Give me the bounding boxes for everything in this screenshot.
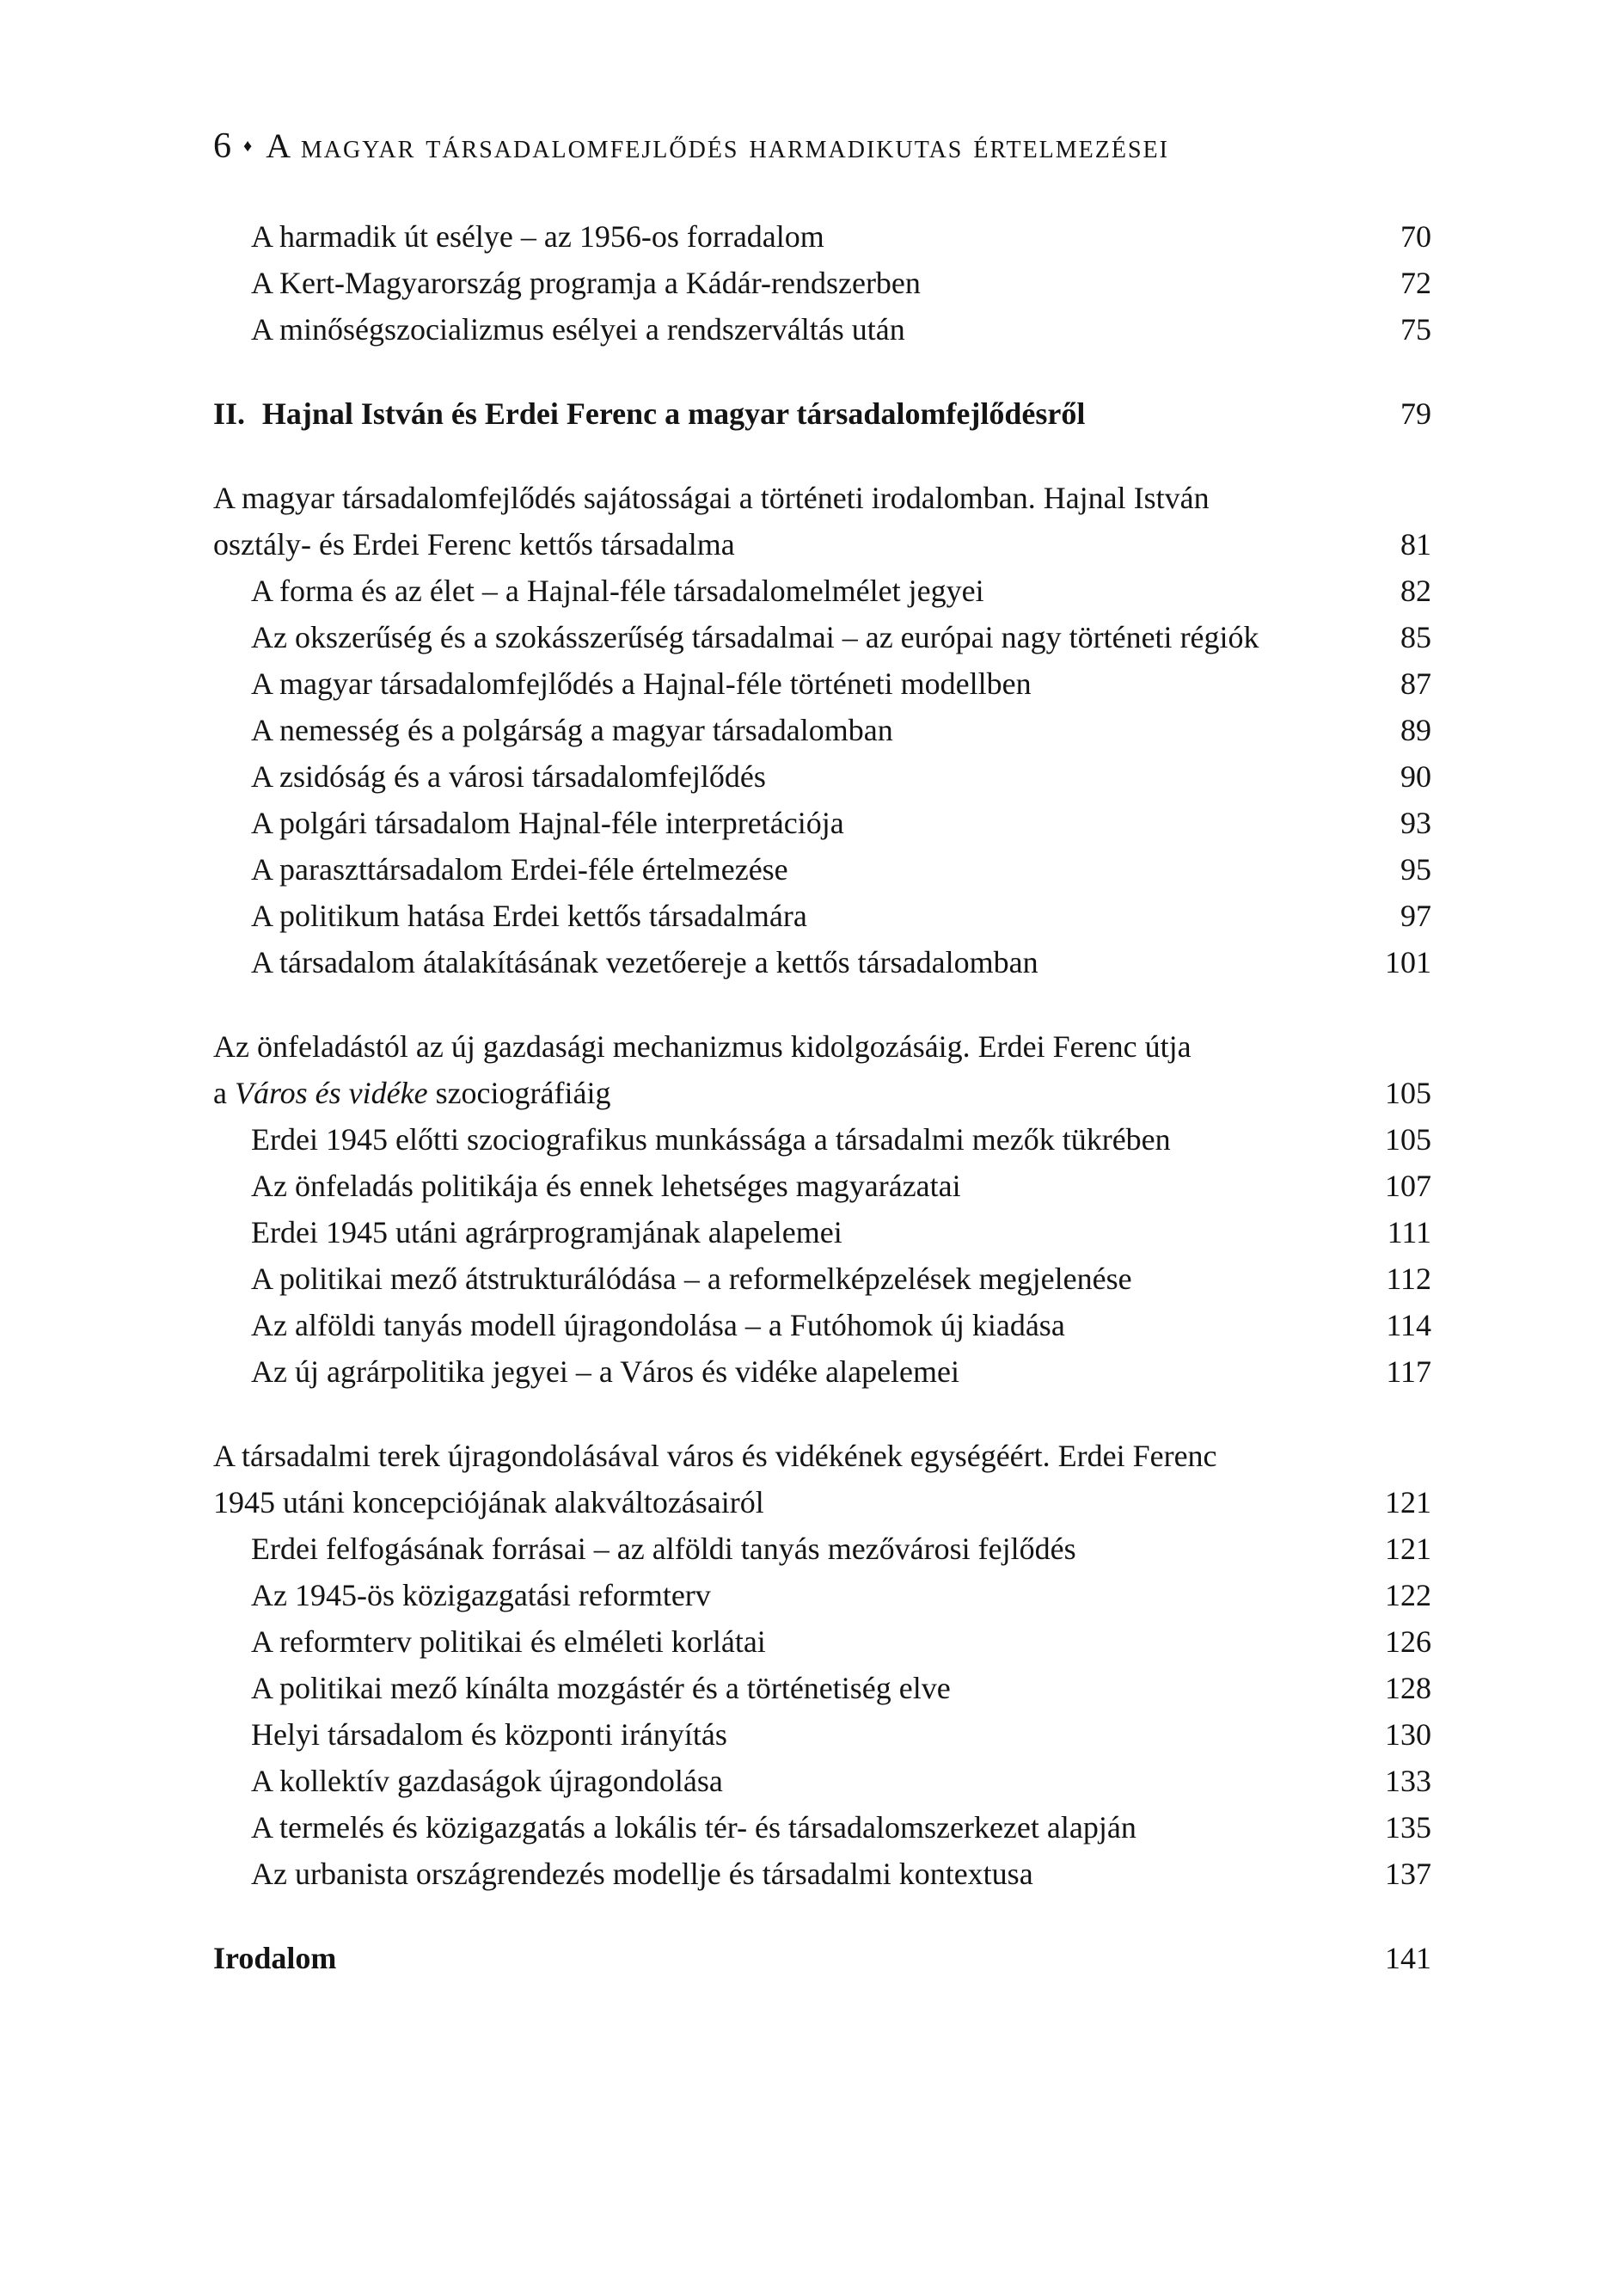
toc-title: [251, 1163, 961, 1209]
book-title-italic: Város és vidéke: [234, 1076, 428, 1110]
toc-page-number: 89: [1400, 713, 1431, 747]
toc-title: [251, 939, 1038, 985]
toc-page-number: 128: [1385, 1671, 1431, 1705]
title-text: Az 1945-ös közigazgatási reformterv: [251, 1578, 711, 1612]
toc-page-number: 90: [1400, 759, 1431, 794]
toc-title: [251, 1665, 951, 1711]
toc-rows: [213, 213, 1431, 1981]
toc-page-number: 101: [1385, 945, 1431, 979]
title-text: Hajnal István és Erdei Ferenc a magyar társadalomfejlődésről: [261, 396, 1086, 431]
toc-page-number: 85: [1400, 620, 1431, 654]
toc-page-number: 121: [1385, 1485, 1431, 1519]
chapter-number: II.: [213, 396, 246, 431]
toc-group-line-row: [213, 1070, 1431, 1116]
title-text: Erdei 1945 utáni agrárprogramjának alapelemei: [251, 1215, 842, 1249]
toc-entry-row: [213, 1851, 1431, 1897]
toc-entry-row: [213, 568, 1431, 614]
title-text: Az önfeladás politikája és ennek lehetséges magyarázatai: [251, 1169, 961, 1203]
toc-page-number: 122: [1385, 1578, 1431, 1612]
toc-gap: [213, 1897, 1431, 1935]
toc-title: [251, 1804, 1136, 1851]
title-text: A politikai mező kínálta mozgástér és a történetiség elve: [251, 1671, 951, 1705]
title-text: A társadalom átalakításának vezetőereje a kettős társadalomban: [251, 945, 1038, 979]
toc-title: [213, 1479, 764, 1526]
toc-page-number: 70: [1400, 219, 1431, 254]
toc-title: [251, 260, 921, 306]
toc-gap: [213, 353, 1431, 390]
toc-page-number: 81: [1400, 527, 1431, 562]
title-text: A Kert-Magyarország programja a Kádár-rendszerben: [251, 266, 921, 300]
toc-page-number: 107: [1385, 1169, 1431, 1203]
title-text: A harmadik út esélye – az 1956-os forradalom: [251, 219, 824, 254]
toc-title: [251, 660, 1032, 707]
toc-entry-row: [213, 707, 1431, 753]
toc-page-number: 105: [1385, 1076, 1431, 1110]
toc-title: [251, 1526, 1076, 1572]
toc-page-number: 130: [1385, 1717, 1431, 1752]
toc-title: [213, 1023, 1191, 1070]
toc-title: [251, 1851, 1033, 1897]
title-text: A nemesség és a polgárság a magyar társadalomban: [251, 713, 893, 747]
title-text: Az új agrárpolitika jegyei – a Város és vidéke alapelemei: [251, 1354, 960, 1389]
toc-title: [251, 1348, 959, 1395]
toc-page-number: 114: [1386, 1308, 1431, 1342]
toc-page-number: 112: [1386, 1262, 1431, 1296]
toc-entry-row: [213, 660, 1431, 707]
toc-entry-row: [213, 1758, 1431, 1804]
toc-entry-row: [213, 1804, 1431, 1851]
toc-title: [251, 1209, 842, 1255]
toc-gap: [213, 437, 1431, 475]
toc-group-line-row: [213, 1023, 1431, 1070]
title-text: Erdei 1945 előtti szociografikus munkássága a társadalmi mezők tükrében: [251, 1122, 1171, 1157]
title-text: szociográfiáig: [427, 1076, 611, 1110]
toc-entry-row: [213, 306, 1431, 353]
toc-title: [213, 1070, 610, 1116]
toc-entry-row: [213, 1255, 1431, 1302]
toc-entry-row: [213, 893, 1431, 939]
title-text: Irodalom: [213, 1941, 337, 1975]
diamond-separator-icon: ♦: [243, 137, 254, 156]
title-text: A magyar társadalomfejlődés sajátosságai a történeti irodalomban. Hajnal István: [213, 481, 1210, 515]
title-text: Az alföldi tanyás modell újragondolása – a Futóhomok új kiadása: [251, 1308, 1065, 1342]
toc-title: [251, 1711, 727, 1758]
toc-page-number: 82: [1400, 574, 1431, 608]
toc-group-line-row: [213, 475, 1431, 521]
toc-entry-row: [213, 614, 1431, 660]
toc-title: [251, 707, 893, 753]
toc-page-number: 93: [1400, 806, 1431, 840]
toc-page-number: 137: [1385, 1857, 1431, 1891]
toc-page-number: 133: [1385, 1764, 1431, 1798]
toc-title: [251, 1255, 1132, 1302]
toc-entry-row: [213, 1711, 1431, 1758]
toc-title: [213, 521, 735, 568]
toc-page-number: 87: [1400, 666, 1431, 701]
toc-title: [251, 893, 807, 939]
title-text: A kollektív gazdaságok újragondolása: [251, 1764, 723, 1798]
toc-entry-row: [213, 1116, 1431, 1163]
title-text: A politikum hatása Erdei kettős társadalmára: [251, 899, 807, 933]
toc-page-number: 141: [1385, 1941, 1431, 1975]
toc-title: [213, 1935, 336, 1981]
toc-title: [251, 568, 984, 614]
toc-entry-row: [213, 753, 1431, 800]
toc-chapter-row: [213, 390, 1431, 437]
toc-title: [251, 846, 788, 893]
toc-page-number: 117: [1386, 1354, 1431, 1389]
toc-title: [251, 614, 1259, 660]
running-head-page-number: 6: [213, 126, 231, 166]
title-text: A zsidóság és a városi társadalomfejlődés: [251, 759, 766, 794]
toc-title: [251, 1116, 1171, 1163]
toc-entry-row: [213, 1618, 1431, 1665]
toc-group-line-row: [213, 521, 1431, 568]
toc-title: [251, 1758, 723, 1804]
toc-title: [251, 753, 766, 800]
toc-page-number: 95: [1400, 852, 1431, 887]
toc-entry-row: [213, 1665, 1431, 1711]
toc-entry-row: [213, 213, 1431, 260]
title-text: A politikai mező átstrukturálódása – a reformelképzelések megjelenése: [251, 1262, 1132, 1296]
toc-page-number: 79: [1400, 396, 1431, 431]
toc-entry-row: [213, 1348, 1431, 1395]
toc-entry-row: [213, 800, 1431, 846]
toc-group-line-row: [213, 1433, 1431, 1479]
title-text: Erdei felfogásának forrásai – az alföldi tanyás mezővárosi fejlődés: [251, 1532, 1076, 1566]
toc-entry-row: [213, 1209, 1431, 1255]
toc-entry-row: [213, 1302, 1431, 1348]
running-head: [213, 126, 1169, 167]
toc-title: [213, 475, 1210, 521]
running-head-title: A magyar társadalomfejlődés harmadikutas értelmezései: [266, 126, 1169, 165]
toc-entry-row: [213, 1572, 1431, 1618]
title-text: A paraszttársadalom Erdei-féle értelmezése: [251, 852, 788, 887]
toc-entry-row: [213, 939, 1431, 985]
toc-entry-row: [213, 1526, 1431, 1572]
toc-title: [251, 1572, 711, 1618]
title-text: Helyi társadalom és központi irányítás: [251, 1717, 727, 1752]
toc-page-number: 97: [1400, 899, 1431, 933]
toc-page-number: 111: [1387, 1215, 1431, 1249]
toc-group-line-row: [213, 1479, 1431, 1526]
toc-entry-row: [213, 846, 1431, 893]
toc-title: [251, 1618, 766, 1665]
toc-heading-row: [213, 1935, 1431, 1981]
title-text: Az okszerűség és a szokásszerűség társadalmai – az európai nagy történeti régiók: [251, 620, 1259, 654]
toc-page-number: 105: [1385, 1122, 1431, 1157]
title-text: A minőségszocializmus esélyei a rendszerváltás után: [251, 312, 905, 347]
toc-gap: [213, 1395, 1431, 1433]
title-text: osztály- és Erdei Ferenc kettős társadalma: [213, 527, 735, 562]
title-text: Az önfeladástól az új gazdasági mechanizmus kidolgozásáig. Erdei Ferenc útja: [213, 1029, 1191, 1064]
toc-title: [251, 213, 824, 260]
title-text: A reformterv politikai és elméleti korlátai: [251, 1624, 766, 1659]
toc-title: [251, 800, 844, 846]
toc-entry-row: [213, 260, 1431, 306]
toc-page-number: 121: [1385, 1532, 1431, 1566]
title-text: a: [213, 1076, 235, 1110]
toc-title: [251, 1302, 1065, 1348]
toc-page-number: 126: [1385, 1624, 1431, 1659]
toc-entry-row: [213, 1163, 1431, 1209]
toc-title: [213, 1433, 1217, 1479]
title-text: A társadalmi terek újragondolásával város és vidékének egységéért. Erdei Ferenc: [213, 1439, 1217, 1473]
toc-title: [251, 306, 905, 353]
toc-title: [213, 390, 1085, 437]
toc-gap: [213, 985, 1431, 1023]
toc-page-number: 75: [1400, 312, 1431, 347]
toc-page-number: 72: [1400, 266, 1431, 300]
title-text: A polgári társadalom Hajnal-féle interpretációja: [251, 806, 844, 840]
title-text: Az urbanista országrendezés modellje és társadalmi kontextusa: [251, 1857, 1033, 1891]
title-text: 1945 utáni koncepciójának alakváltozásairól: [213, 1485, 764, 1519]
toc-page-number: 135: [1385, 1810, 1431, 1845]
title-text: A magyar társadalomfejlődés a Hajnal-féle történeti modellben: [251, 666, 1032, 701]
title-text: A forma és az élet – a Hajnal-féle társadalomelmélet jegyei: [251, 574, 984, 608]
title-text: A termelés és közigazgatás a lokális tér- és társadalomszerkezet alapján: [251, 1810, 1136, 1845]
